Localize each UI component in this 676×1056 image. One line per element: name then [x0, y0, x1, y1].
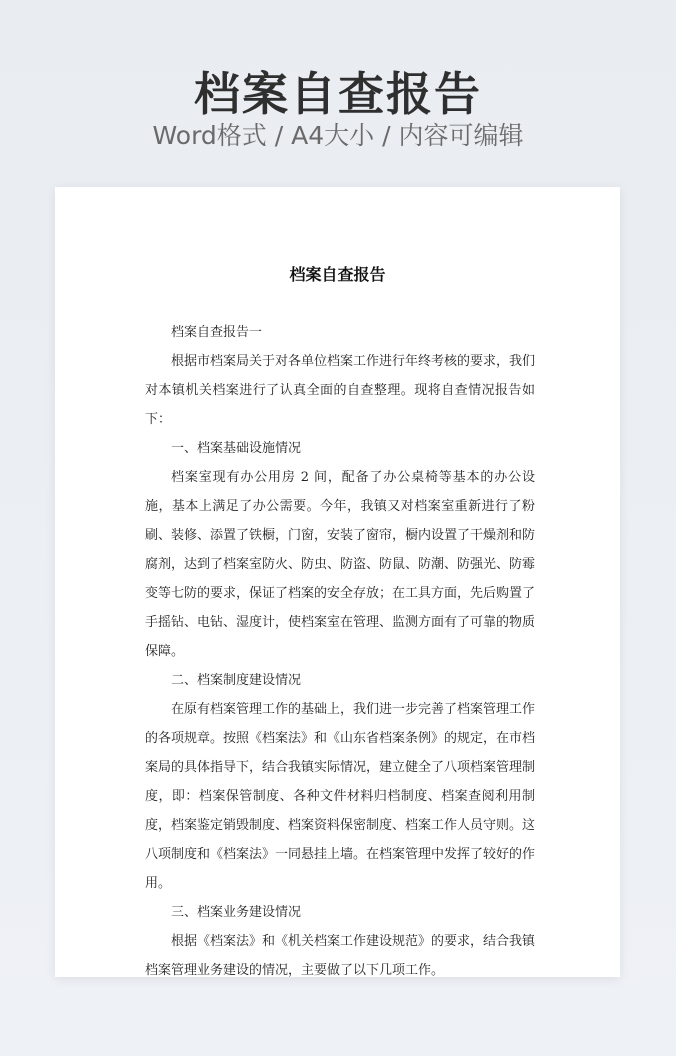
banner-subtitle: Word格式 / A4大小 / 内容可编辑	[152, 121, 524, 150]
doc-section-heading-2: 二、档案制度建设情况	[171, 673, 302, 688]
document-page	[55, 187, 620, 977]
document-body	[145, 318, 535, 985]
doc-section-heading-1: 一、档案基础设施情况	[171, 441, 302, 456]
document-title: 档案自查报告	[289, 265, 386, 284]
doc-paragraph-regulations: 在原有档案管理工作的基础上，我们进一步完善了档案管理工作的各项规章。按照《档案法》和《山东省档案条例》的规定，在市档案局的具体指导下，结合我镇实际情况，建立健全了八项档案管理制度，即：档案保管制度、各种文件材料归档制度、档案查阅利用制度，档案鉴定销毁制度、档案资料保密制度、档案工作人员守则。这八项制度和《档案法》一同悬挂上墙。在档案管理中发挥了较好的作用。	[145, 702, 536, 891]
doc-section-heading-3: 三、档案业务建设情况	[171, 905, 302, 920]
doc-paragraph-operations: 根据《档案法》和《机关档案工作建设规范》的要求，结合我镇档案管理业务建设的情况，主要做了以下几项工作。	[145, 934, 536, 978]
doc-paragraph-intro: 根据市档案局关于对各单位档案工作进行年终考核的要求，我们对本镇机关档案进行了认真全面的自查整理。现将自查情况报告如下：	[145, 354, 536, 427]
banner-title: 档案自查报告	[194, 67, 482, 121]
doc-paragraph-facilities: 档案室现有办公用房 2 间，配备了办公桌椅等基本的办公设施，基本上满足了办公需要。今年，我镇又对档案室重新进行了粉刷、装修、添置了铁橱，门窗，安装了窗帘，橱内设置了干燥剂和防腐剂，达到了档案室防火、防虫、防盗、防鼠、防潮、防强光、防霉变等七防的要求，保证了档案的安全存放；在工具方面，先后购置了手摇钻、电钻、湿度计，使档案室在管理、监测方面有了可靠的物质保障。	[145, 470, 536, 659]
doc-paragraph-subtitle: 档案自查报告一	[171, 325, 263, 340]
